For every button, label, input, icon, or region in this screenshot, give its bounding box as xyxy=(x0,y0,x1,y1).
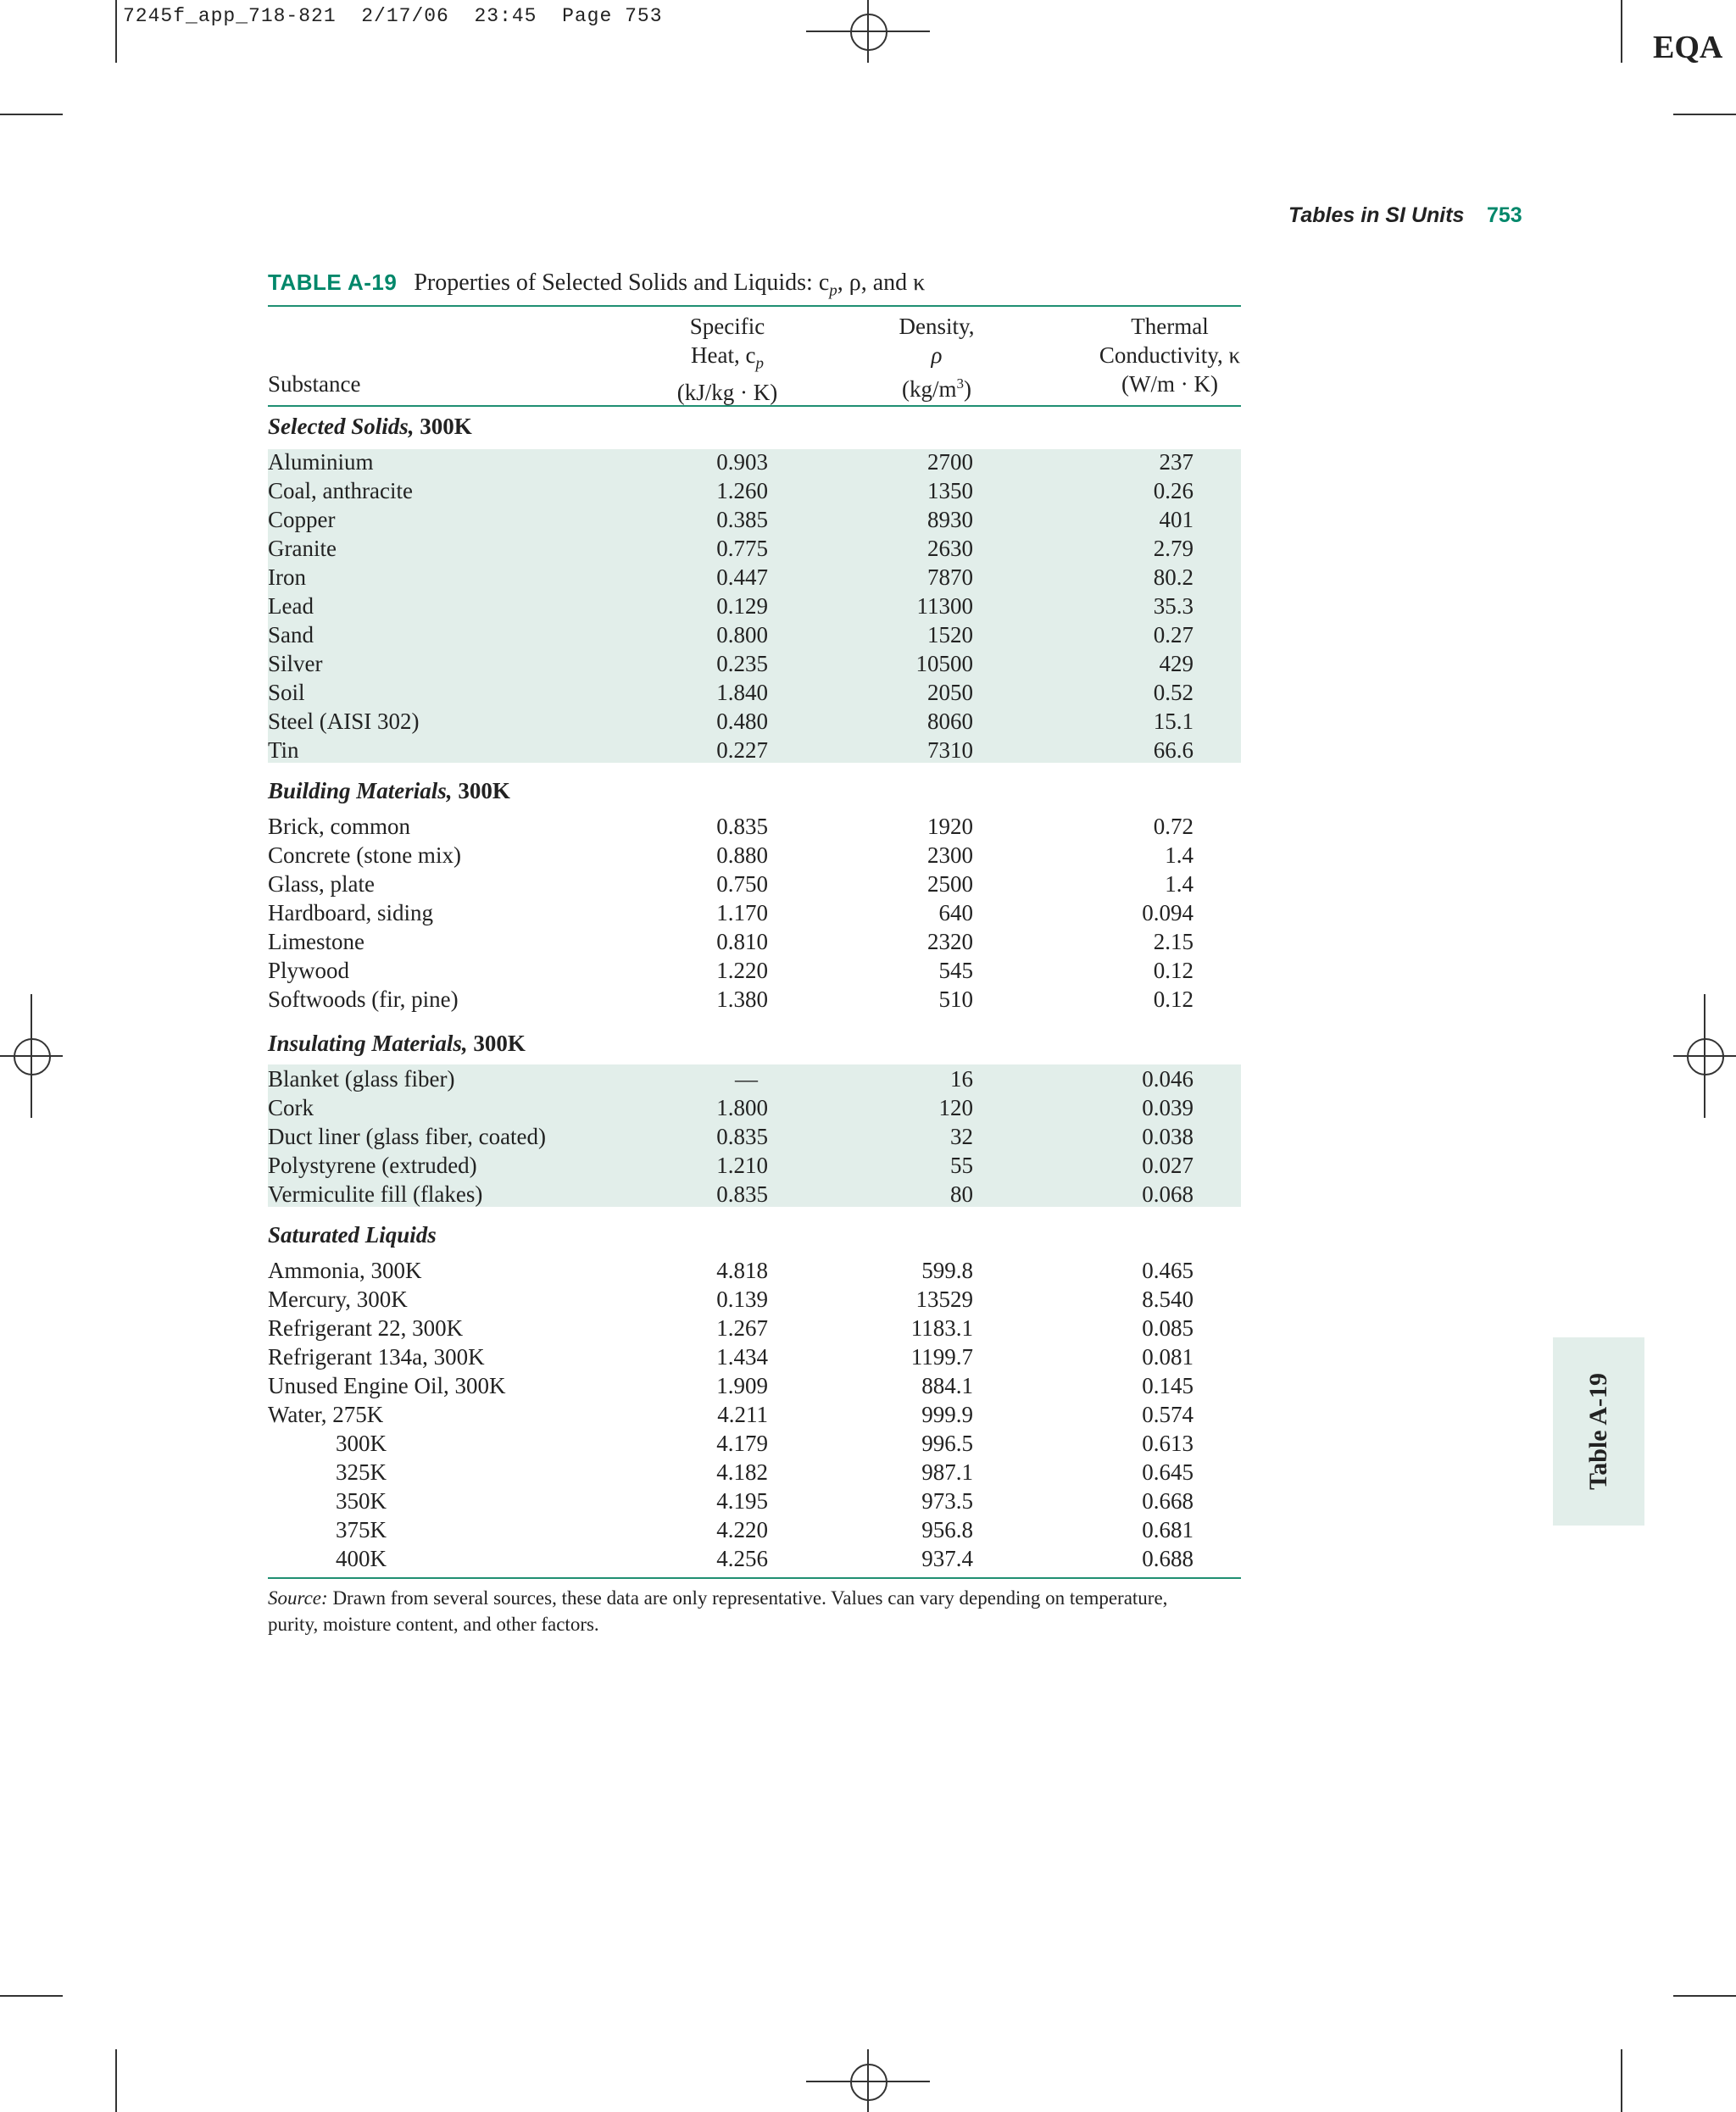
thermal-conductivity-cell: 0.081 xyxy=(1142,1344,1194,1370)
table-row xyxy=(268,870,1241,898)
density-cell: 10500 xyxy=(915,651,973,676)
thermal-conductivity-cell: 2.79 xyxy=(1153,536,1194,561)
table-label: TABLE A-19 xyxy=(268,270,398,295)
substance-cell: Limestone xyxy=(268,929,364,954)
table-row xyxy=(268,1515,1241,1544)
section-title: Insulating Materials, 300K xyxy=(268,1031,526,1056)
specific-heat-cell: 1.220 xyxy=(716,958,768,983)
density-cell: 2300 xyxy=(927,842,973,868)
density-cell: 510 xyxy=(938,987,973,1012)
section-title: Building Materials, 300K xyxy=(268,778,510,803)
substance-cell: Refrigerant 22, 300K xyxy=(268,1315,464,1341)
density-cell: 937.4 xyxy=(921,1546,973,1571)
substance-cell: Steel (AISI 302) xyxy=(268,709,420,734)
section-title: Saturated Liquids xyxy=(268,1222,437,1248)
substance-cell: Cork xyxy=(268,1095,314,1120)
thermal-conductivity-cell: 0.039 xyxy=(1142,1095,1194,1120)
specific-heat-cell: 0.227 xyxy=(716,737,768,763)
table-row xyxy=(268,505,1241,534)
substance-cell: Hardboard, siding xyxy=(268,900,433,925)
table-row xyxy=(268,985,1241,1014)
thermal-conductivity-cell: 0.688 xyxy=(1142,1546,1194,1571)
substance-cell: Iron xyxy=(268,564,306,590)
table-row xyxy=(268,1458,1241,1487)
substance-cell: Refrigerant 134a, 300K xyxy=(268,1344,485,1370)
substance-cell: Plywood xyxy=(268,958,350,983)
density-cell: 599.8 xyxy=(921,1258,973,1283)
specific-heat-cell: 4.256 xyxy=(716,1546,768,1571)
density-cell: 1520 xyxy=(927,622,973,647)
table-row xyxy=(268,707,1241,736)
specific-heat-cell: 1.380 xyxy=(716,987,768,1012)
crop-mark xyxy=(1673,114,1736,115)
specific-heat-cell: 4.818 xyxy=(716,1258,768,1283)
density-cell: 996.5 xyxy=(921,1431,973,1456)
crop-mark xyxy=(115,2049,117,2112)
substance-cell: Polystyrene (extruded) xyxy=(268,1153,477,1178)
section-title: Selected Solids, 300K xyxy=(268,414,472,439)
density-cell: 80 xyxy=(950,1181,973,1207)
specific-heat-cell: 0.235 xyxy=(716,651,768,676)
density-cell: 640 xyxy=(938,900,973,925)
thermal-conductivity-cell: 0.12 xyxy=(1153,987,1194,1012)
table-row xyxy=(268,1151,1241,1180)
density-cell: 884.1 xyxy=(921,1373,973,1398)
thermal-conductivity-cell: 2.15 xyxy=(1153,929,1194,954)
specific-heat-cell: 1.800 xyxy=(716,1095,768,1120)
header-density: Density, ρ $(kg/m^3)$ xyxy=(899,314,975,402)
substance-cell: Blanket (glass fiber) xyxy=(268,1066,455,1092)
corner-mark: EQA xyxy=(1653,30,1723,65)
thermal-conductivity-cell: 0.038 xyxy=(1142,1124,1194,1149)
density-cell: 2320 xyxy=(927,929,973,954)
thermal-conductivity-cell: 237 xyxy=(1159,449,1194,475)
density-cell: 1199.7 xyxy=(910,1344,973,1370)
table-bottom-rule xyxy=(268,1577,1241,1579)
thermal-conductivity-cell: 15.1 xyxy=(1153,709,1194,734)
substance-cell: Softwoods (fir, pine) xyxy=(268,987,459,1012)
thermal-conductivity-cell: 0.668 xyxy=(1142,1488,1194,1514)
table-row xyxy=(268,1400,1241,1429)
thermal-conductivity-cell: 1.4 xyxy=(1165,871,1194,897)
substance-cell: 350K xyxy=(336,1488,387,1514)
side-tab-label: Table A-19 xyxy=(1584,1372,1612,1491)
page-number: 753 xyxy=(1487,203,1522,227)
substance-cell: Copper xyxy=(268,507,336,532)
substance-cell: Coal, anthracite xyxy=(268,478,413,503)
thermal-conductivity-cell: 0.145 xyxy=(1142,1373,1194,1398)
table-row xyxy=(268,898,1241,927)
table-row xyxy=(268,1314,1241,1342)
table-row xyxy=(268,956,1241,985)
table-row xyxy=(268,592,1241,620)
table-caption-subscript: p xyxy=(829,281,837,300)
thermal-conductivity-cell: 0.574 xyxy=(1142,1402,1194,1427)
density-cell: 16 xyxy=(950,1066,973,1092)
density-cell: 1350 xyxy=(927,478,973,503)
table-row xyxy=(268,447,1241,476)
table-row xyxy=(268,1429,1241,1458)
crop-mark xyxy=(1621,0,1622,63)
specific-heat-cell: 0.775 xyxy=(716,536,768,561)
density-cell: 545 xyxy=(938,958,973,983)
header-substance: Substance xyxy=(268,371,361,397)
thermal-conductivity-cell: 0.645 xyxy=(1142,1459,1194,1485)
thermal-conductivity-cell: 8.540 xyxy=(1142,1287,1194,1312)
substance-cell: 375K xyxy=(336,1517,387,1542)
thermal-conductivity-cell: 0.027 xyxy=(1142,1153,1194,1178)
specific-heat-cell: 1.260 xyxy=(716,478,768,503)
table-caption-rest: , ρ, and κ xyxy=(837,270,926,296)
crop-mark xyxy=(1673,1995,1736,1997)
table-row xyxy=(268,841,1241,870)
substance-cell: Duct liner (glass fiber, coated) xyxy=(268,1124,547,1149)
thermal-conductivity-cell: 0.068 xyxy=(1142,1181,1194,1207)
table-row xyxy=(268,1544,1241,1573)
thermal-conductivity-cell: 0.613 xyxy=(1142,1431,1194,1456)
specific-heat-cell: 0.129 xyxy=(716,593,768,619)
specific-heat-cell: 0.480 xyxy=(716,709,768,734)
density-cell: 8930 xyxy=(927,507,973,532)
substance-cell: Granite xyxy=(268,536,337,561)
running-head-title: Tables in SI Units xyxy=(1288,203,1465,227)
density-cell: 11300 xyxy=(916,593,973,619)
header-bottom-rule xyxy=(268,405,1241,407)
specific-heat-cell: 0.835 xyxy=(716,1124,768,1149)
specific-heat-cell: 0.835 xyxy=(716,1181,768,1207)
substance-cell: 300K xyxy=(336,1431,387,1456)
specific-heat-cell: 0.880 xyxy=(716,842,768,868)
thermal-conductivity-cell: 401 xyxy=(1159,507,1194,532)
specific-heat-cell: 4.179 xyxy=(716,1431,768,1456)
density-cell: 8060 xyxy=(927,709,973,734)
table-row xyxy=(268,1285,1241,1314)
table-row xyxy=(268,736,1241,764)
table-row xyxy=(268,649,1241,678)
table-row xyxy=(268,1122,1241,1151)
specific-heat-cell: 4.182 xyxy=(716,1459,768,1485)
specific-heat-cell: 0.810 xyxy=(716,929,768,954)
substance-cell: Aluminium xyxy=(268,449,374,475)
density-cell: 2630 xyxy=(927,536,973,561)
density-cell: 32 xyxy=(950,1124,973,1149)
substance-cell: Ammonia, 300K xyxy=(268,1258,422,1283)
specific-heat-cell: 1.210 xyxy=(716,1153,768,1178)
table-row xyxy=(268,534,1241,563)
crop-mark xyxy=(0,114,63,115)
density-cell: 2050 xyxy=(927,680,973,705)
table-row xyxy=(268,1487,1241,1515)
density-cell: 956.8 xyxy=(921,1517,973,1542)
crop-mark xyxy=(115,0,117,63)
density-cell: 999.9 xyxy=(921,1402,973,1427)
crop-mark xyxy=(0,1995,63,1997)
density-cell: 1920 xyxy=(927,814,973,839)
density-cell: 120 xyxy=(938,1095,973,1120)
substance-cell: Brick, common xyxy=(268,814,410,839)
header-top-rule xyxy=(268,305,1241,307)
table-row xyxy=(268,1180,1241,1209)
specific-heat-cell: 0.447 xyxy=(716,564,768,590)
specific-heat-cell: 0.385 xyxy=(716,507,768,532)
table-row xyxy=(268,1371,1241,1400)
density-cell: 7870 xyxy=(927,564,973,590)
thermal-conductivity-cell: 1.4 xyxy=(1165,842,1194,868)
density-cell: 973.5 xyxy=(921,1488,973,1514)
thermal-conductivity-cell: 66.6 xyxy=(1153,737,1194,763)
substance-cell: 325K xyxy=(336,1459,387,1485)
substance-cell: Silver xyxy=(268,651,323,676)
thermal-conductivity-cell: 0.681 xyxy=(1142,1517,1194,1542)
substance-cell: Tin xyxy=(268,737,299,763)
table-row xyxy=(268,476,1241,505)
header-specific-heat: Specific Heat, $c_p$ (kJ/kg · K) xyxy=(676,314,778,406)
thermal-conductivity-cell: 0.27 xyxy=(1153,622,1194,647)
table-row xyxy=(268,678,1241,707)
crop-mark xyxy=(1621,2049,1622,2112)
thermal-conductivity-cell: 429 xyxy=(1159,651,1194,676)
specific-heat-cell: 4.195 xyxy=(716,1488,768,1514)
specific-heat-cell: 1.909 xyxy=(716,1373,768,1398)
source-note: Source: Drawn from several sources, these data are only representative. Values can vary depending on temperature, purity, moisture content, and other factors. xyxy=(268,1587,1168,1635)
specific-heat-cell: 0.750 xyxy=(716,871,768,897)
thermal-conductivity-cell: 35.3 xyxy=(1153,593,1194,619)
density-cell: 2700 xyxy=(927,449,973,475)
specific-heat-cell: — xyxy=(735,1066,758,1092)
table-row xyxy=(268,1256,1241,1285)
table-row xyxy=(268,1064,1241,1093)
table-title xyxy=(268,270,925,301)
table-row xyxy=(268,620,1241,649)
specific-heat-cell: 1.170 xyxy=(716,900,768,925)
table-row xyxy=(268,1093,1241,1122)
density-cell: 7310 xyxy=(927,737,973,763)
thermal-conductivity-cell: 80.2 xyxy=(1153,564,1194,590)
specific-heat-cell: 0.903 xyxy=(716,449,768,475)
substance-cell: Concrete (stone mix) xyxy=(268,842,461,868)
specific-heat-cell: 0.139 xyxy=(716,1287,768,1312)
specific-heat-cell: 0.835 xyxy=(716,814,768,839)
substance-cell: Vermiculite fill (flakes) xyxy=(268,1181,483,1207)
thermal-conductivity-cell: 0.52 xyxy=(1153,680,1194,705)
specific-heat-cell: 4.211 xyxy=(717,1402,768,1427)
specific-heat-cell: 1.434 xyxy=(716,1344,768,1370)
thermal-conductivity-cell: 0.094 xyxy=(1142,900,1194,925)
substance-cell: 400K xyxy=(336,1546,387,1571)
thermal-conductivity-cell: 0.465 xyxy=(1142,1258,1194,1283)
density-cell: 13529 xyxy=(915,1287,973,1312)
substance-cell: Sand xyxy=(268,622,314,647)
table-row xyxy=(268,1342,1241,1371)
thermal-conductivity-cell: 0.12 xyxy=(1153,958,1194,983)
thermal-conductivity-cell: 0.26 xyxy=(1153,478,1194,503)
specific-heat-cell: 1.267 xyxy=(716,1315,768,1341)
table-row xyxy=(268,812,1241,841)
header-thermal-conductivity: Thermal Conductivity, κ (W/m · K) xyxy=(1099,314,1241,397)
table-caption: Properties of Selected Solids and Liquids: c xyxy=(414,270,830,296)
substance-cell: Glass, plate xyxy=(268,871,375,897)
substance-cell: Soil xyxy=(268,680,305,705)
specific-heat-cell: 0.800 xyxy=(716,622,768,647)
specific-heat-cell: 4.220 xyxy=(716,1517,768,1542)
substance-cell: Lead xyxy=(268,593,314,619)
substance-cell: Mercury, 300K xyxy=(268,1287,408,1312)
specific-heat-cell: 1.840 xyxy=(716,680,768,705)
density-cell: 987.1 xyxy=(921,1459,973,1485)
table-row xyxy=(268,563,1241,592)
printer-slug: 7245f_app_718-821 2/17/06 23:45 Page 753 xyxy=(123,5,663,27)
substance-cell: Water, 275K xyxy=(268,1402,384,1427)
density-cell: 2500 xyxy=(927,871,973,897)
density-cell: 1183.1 xyxy=(910,1315,973,1341)
density-cell: 55 xyxy=(950,1153,973,1178)
thermal-conductivity-cell: 0.046 xyxy=(1142,1066,1194,1092)
thermal-conductivity-cell: 0.085 xyxy=(1142,1315,1194,1341)
side-tab xyxy=(1553,1337,1644,1526)
table-row xyxy=(268,927,1241,956)
substance-cell: Unused Engine Oil, 300K xyxy=(268,1373,506,1398)
thermal-conductivity-cell: 0.72 xyxy=(1153,814,1194,839)
